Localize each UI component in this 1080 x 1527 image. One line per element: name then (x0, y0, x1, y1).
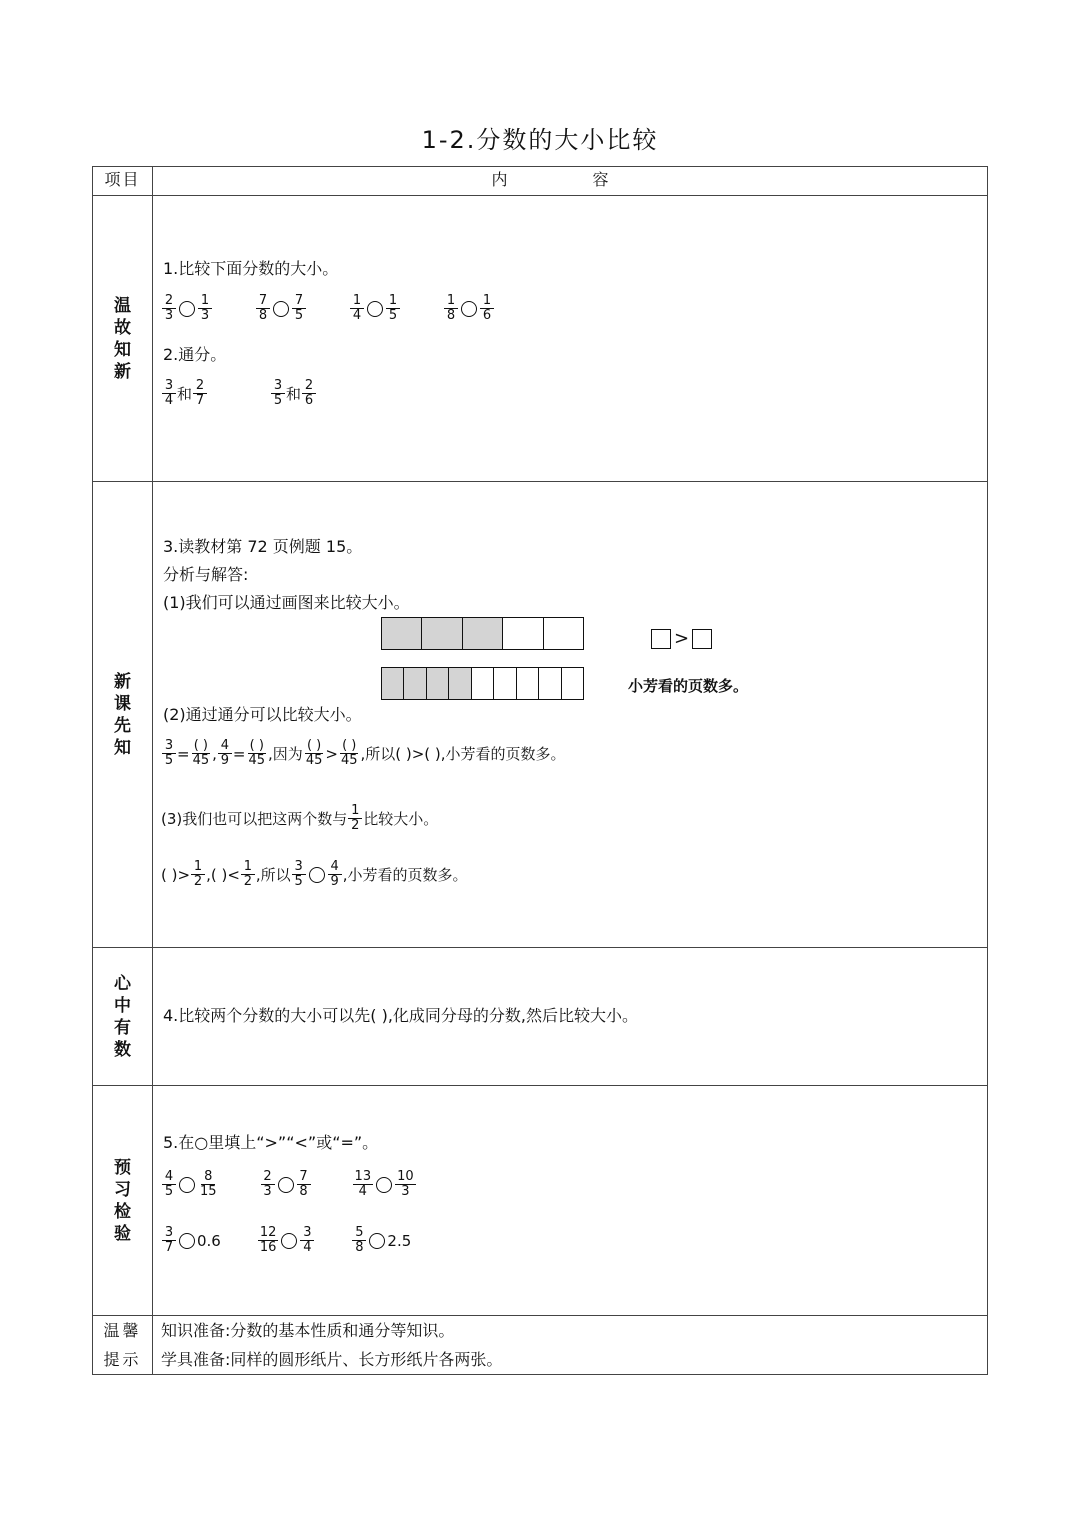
fraction: $\frac{8}{15}$ (200, 1169, 217, 1199)
section-label-check: 预习检验 (114, 1157, 131, 1244)
tips-label-1: 温馨 (103, 1321, 142, 1340)
greater-sign: > (325, 744, 338, 763)
part-2: (2)通过通分可以比较大小。 (163, 705, 362, 724)
fraction-blank[interactable]: $\frac{( )}{45}$ (305, 738, 323, 768)
compare-circle[interactable] (179, 1233, 195, 1249)
fraction: $\frac{1}{3}$ (198, 294, 212, 323)
compare-circle[interactable] (179, 1177, 195, 1193)
section-check (93, 1086, 988, 1316)
bar-note: 小芳看的页数多。 (628, 677, 749, 695)
section-tips (93, 1316, 988, 1375)
bar-segment-filled (404, 668, 426, 699)
tips-label-2: 提示 (103, 1350, 142, 1369)
answer-box-right[interactable] (692, 629, 712, 649)
header-content: 内 容 (153, 167, 988, 196)
fraction: $\frac{1}{6}$ (480, 294, 494, 323)
bar-segment-empty (494, 668, 516, 699)
fraction-blank[interactable]: $\frac{( )}{45}$ (192, 738, 210, 768)
bar-segment-filled (382, 668, 404, 699)
compare-circle[interactable] (369, 1233, 385, 1249)
section-review (93, 196, 988, 482)
bar-segment-filled (382, 618, 422, 649)
q1-fractions (161, 294, 495, 323)
page-title: 1-2.分数的大小比较 (421, 126, 659, 154)
part-1: (1)我们可以通过画图来比较大小。 (163, 593, 410, 612)
bar-segment-filled (463, 618, 503, 649)
blank[interactable]: ( ) (161, 865, 178, 884)
comma: , (212, 744, 217, 763)
fraction: $\frac{3}{4}$ (300, 1226, 314, 1255)
tip-knowledge: 知识准备:分数的基本性质和通分等知识。 (161, 1321, 455, 1340)
bar-segment-empty (517, 668, 539, 699)
equals-sign: = (177, 744, 190, 763)
bar-three-fifths (381, 617, 584, 650)
fraction: $\frac{3}{5}$ (271, 379, 285, 408)
fraction: $\frac{13}{4}$ (354, 1169, 372, 1199)
bar-segment-filled (422, 618, 462, 649)
answer-box-left[interactable] (651, 629, 671, 649)
bar-segment-empty (562, 668, 583, 699)
fraction: $\frac{3}{4}$ (162, 379, 176, 408)
section-mind (93, 948, 988, 1086)
compare-sign: > (674, 628, 690, 649)
section-new (93, 482, 988, 948)
fraction: $\frac{12}{16}$ (259, 1225, 277, 1255)
fraction: $\frac{2}{3}$ (261, 1170, 275, 1199)
fraction: $\frac{3}{5}$ (162, 739, 176, 768)
section-label-mind: 心中有数 (114, 973, 131, 1060)
question-4: 4.比较两个分数的大小可以先( ),化成同分母的分数,然后比较大小。 (163, 1006, 639, 1025)
fraction-half: $\frac{1}{2}$ (191, 860, 205, 889)
compare-circle[interactable] (376, 1177, 392, 1193)
compare-circle[interactable] (273, 301, 289, 317)
blank[interactable]: ( ) (210, 865, 228, 884)
fraction: $\frac{1}{8}$ (444, 294, 458, 323)
fraction-half: $\frac{1}{2}$ (241, 860, 255, 889)
q2-fractions (161, 379, 317, 408)
fraction: $\frac{7}{5}$ (292, 294, 306, 323)
compare-circle[interactable] (281, 1233, 297, 1249)
and-word: 和 (286, 385, 302, 403)
fraction: $\frac{1}{5}$ (386, 294, 400, 323)
fraction: $\frac{5}{8}$ (352, 1226, 366, 1255)
fraction: $\frac{2}{3}$ (162, 294, 176, 323)
fraction-blank[interactable]: $\frac{( )}{45}$ (340, 738, 358, 768)
because-text: ,因为 (268, 745, 303, 763)
fraction: $\frac{2}{7}$ (193, 379, 207, 408)
compare-circle[interactable] (278, 1177, 294, 1193)
fraction: $\frac{7}{8}$ (256, 294, 270, 323)
fraction: $\frac{1}{4}$ (350, 294, 364, 323)
fraction: $\frac{3}{7}$ (162, 1226, 176, 1255)
bar-segment-filled (449, 668, 471, 699)
q5-row-2 (161, 1226, 411, 1255)
bar-segment-empty (544, 618, 583, 649)
header-row (93, 167, 988, 196)
compare-circle[interactable] (367, 301, 383, 317)
analysis-label: 分析与解答: (163, 565, 249, 584)
part-2-equation (161, 739, 566, 768)
section-label-review: 温故知新 (114, 295, 131, 382)
q5-row-1 (161, 1170, 417, 1199)
compare-boxes (651, 628, 712, 649)
fraction: $\frac{4}{9}$ (218, 739, 232, 768)
compare-circle[interactable] (461, 301, 477, 317)
compare-circle[interactable] (309, 867, 325, 883)
part-3: (3)我们也可以把这两个数与 $\frac{1}{2}$ 比较大小。 (161, 803, 439, 833)
decimal-value: 2.5 (387, 1231, 412, 1250)
and-word: 和 (177, 385, 193, 403)
decimal-value: 0.6 (197, 1231, 221, 1250)
part-4: ( ) > $\frac{1}{2}$ , ( ) < $\frac{1}{2}$ ,所以 $\frac{3}{5}$ $\frac{4}{9}$ ,小芳看的页数多。 (161, 859, 468, 889)
fraction-half: $\frac{1}{2}$ (348, 804, 362, 833)
question-2: 2.通分。 (163, 345, 227, 364)
worksheet-table (92, 166, 988, 1375)
fraction: $\frac{2}{6}$ (302, 379, 316, 408)
question-5: 5.在○里填上“>”“<”或“=”。 (163, 1133, 379, 1152)
question-3: 3.读教材第 72 页例题 15。 (163, 537, 363, 556)
compare-circle[interactable] (179, 301, 195, 317)
bar-segment-empty (472, 668, 494, 699)
fraction: $\frac{10}{3}$ (397, 1169, 414, 1199)
bar-segment-filled (427, 668, 449, 699)
section-label-new: 新课先知 (114, 671, 131, 758)
so-text: ,所以( )>( ),小芳看的页数多。 (360, 745, 566, 763)
fraction: $\frac{7}{8}$ (297, 1170, 311, 1199)
fraction-blank[interactable]: $\frac{( )}{45}$ (248, 738, 266, 768)
fraction: $\frac{4}{9}$ (328, 860, 342, 889)
bar-segment-empty (503, 618, 543, 649)
fraction: $\frac{3}{5}$ (292, 860, 306, 889)
bar-four-ninths (381, 667, 584, 700)
header-item: 项目 (93, 167, 153, 196)
equals-sign: = (232, 744, 246, 763)
bar-segment-empty (539, 668, 561, 699)
question-1: 1.比较下面分数的大小。 (163, 259, 339, 278)
fraction: $\frac{4}{5}$ (162, 1170, 176, 1199)
tip-tools: 学具准备:同样的圆形纸片、长方形纸片各两张。 (161, 1350, 503, 1369)
